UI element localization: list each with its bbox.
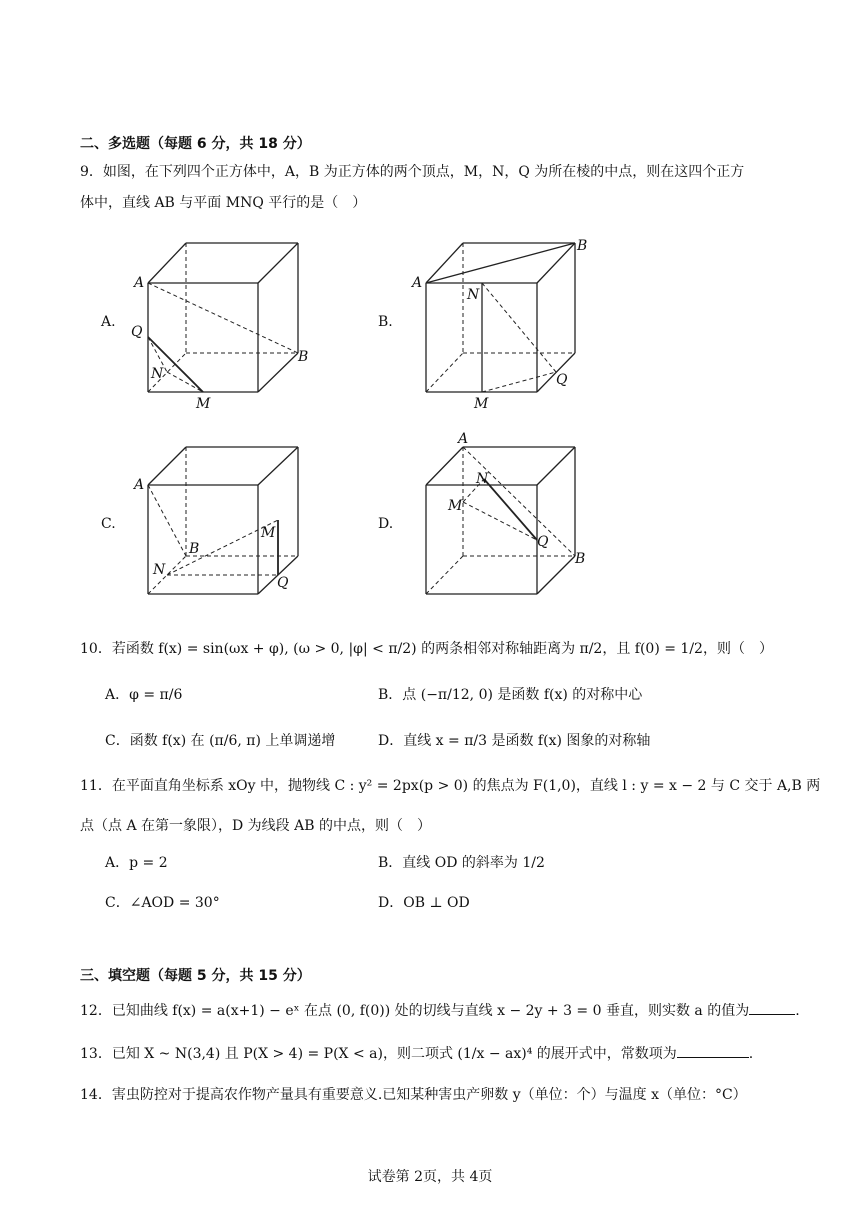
cube-b-label-a: A <box>412 275 423 291</box>
cube-b-label-b: B <box>577 238 588 254</box>
cube-d-label-q: Q <box>537 534 549 550</box>
cube-b-label-q: Q <box>556 372 568 388</box>
figure-option-a-label: A. <box>101 314 116 330</box>
figure-option-b-label: B. <box>378 314 393 330</box>
cube-c-label-a: A <box>134 477 145 493</box>
cube-c-label-q: Q <box>277 575 289 591</box>
question-9-line-1: 9．如图，在下列四个正方体中，A，B 为正方体的两个顶点，M，N，Q 为所在棱的中点，则在这四个正方 <box>80 164 745 180</box>
question-11-option-b: B．直线 OD 的斜率为 1/2 <box>378 855 545 871</box>
cube-c-label-b: B <box>189 541 200 557</box>
cube-a-label-a: A <box>134 275 145 291</box>
section-heading-fill-in: 三、填空题（每题 5 分，共 15 分） <box>80 968 311 984</box>
figure-option-c-label: C. <box>101 516 116 532</box>
cube-a-label-n: N <box>151 366 164 382</box>
question-11-option-d: D．OB ⊥ OD <box>378 895 470 911</box>
cube-d-label-b: B <box>575 551 586 567</box>
cube-d-label-n: N <box>476 471 489 487</box>
question-11-line-1: 11．在平面直角坐标系 xOy 中，抛物线 C : y² = 2px(p > 0) 的焦点为 F(1,0)，直线 l : y = x − 2 与 C 交于 A,B 两 <box>80 778 821 794</box>
question-12-text: 12．已知曲线 f(x) = a(x+1) − eˣ 在点 (0, f(0)) 处的切线与直线 x − 2y + 3 = 0 垂直，则实数 a 的值为 <box>80 1003 750 1019</box>
question-11-option-a: A．p = 2 <box>105 855 168 871</box>
question-10-option-b: B．点 (−π/12, 0) 是函数 f(x) 的对称中心 <box>378 687 643 703</box>
cube-a-label-m: M <box>196 396 211 412</box>
cube-c-label-m: M <box>261 525 276 541</box>
question-13 <box>80 1043 753 1063</box>
question-10-option-d: D．直线 x = π/3 是函数 f(x) 图象的对称轴 <box>378 733 651 749</box>
cube-a-label-q: Q <box>131 324 143 340</box>
question-12 <box>80 1000 800 1020</box>
cube-a-label-b: B <box>298 349 309 365</box>
answer-blank-12[interactable] <box>749 1002 795 1015</box>
cube-b-label-m: M <box>474 396 489 412</box>
cube-d-label-m: M <box>448 498 463 514</box>
question-11-line-2: 点（点 A 在第一象限），D 为线段 AB 的中点，则（ ） <box>80 818 431 834</box>
cube-c-label-n: N <box>153 562 166 578</box>
cube-d-label-a: A <box>458 431 469 447</box>
question-11-option-c: C．∠AOD = 30° <box>105 895 220 911</box>
question-10-option-c: C．函数 f(x) 在 (π/6, π) 上单调递增 <box>105 733 336 749</box>
question-13-text: 13．已知 X ~ N(3,4) 且 P(X > 4) = P(X < a)，则二项式 (1/x − ax)⁴ 的展开式中，常数项为 <box>80 1046 677 1062</box>
question-12-end: . <box>795 1003 800 1019</box>
question-10-option-a: A．φ = π/6 <box>105 687 183 703</box>
section-heading-multiple-choice: 二、多选题（每题 6 分，共 18 分） <box>80 136 311 152</box>
cube-b-label-n: N <box>467 287 480 303</box>
question-13-end: . <box>748 1046 754 1062</box>
question-14: 14．害虫防控对于提高农作物产量具有重要意义.已知某种害虫产卵数 y（单位：个）与温度 x（单位：°C） <box>80 1087 747 1103</box>
question-10-stem: 10．若函数 f(x) = sin(ωx + φ), (ω > 0, |φ| < π/2) 的两条相邻对称轴距离为 π/2，且 f(0) = 1/2，则（ ） <box>80 641 773 657</box>
answer-blank-13[interactable] <box>677 1045 749 1058</box>
question-9-line-2: 体中，直线 AB 与平面 MNQ 平行的是（ ） <box>80 195 367 211</box>
figure-option-d-label: D. <box>378 516 394 532</box>
page-footer: 试卷第 2页，共 4页 <box>367 1169 493 1185</box>
